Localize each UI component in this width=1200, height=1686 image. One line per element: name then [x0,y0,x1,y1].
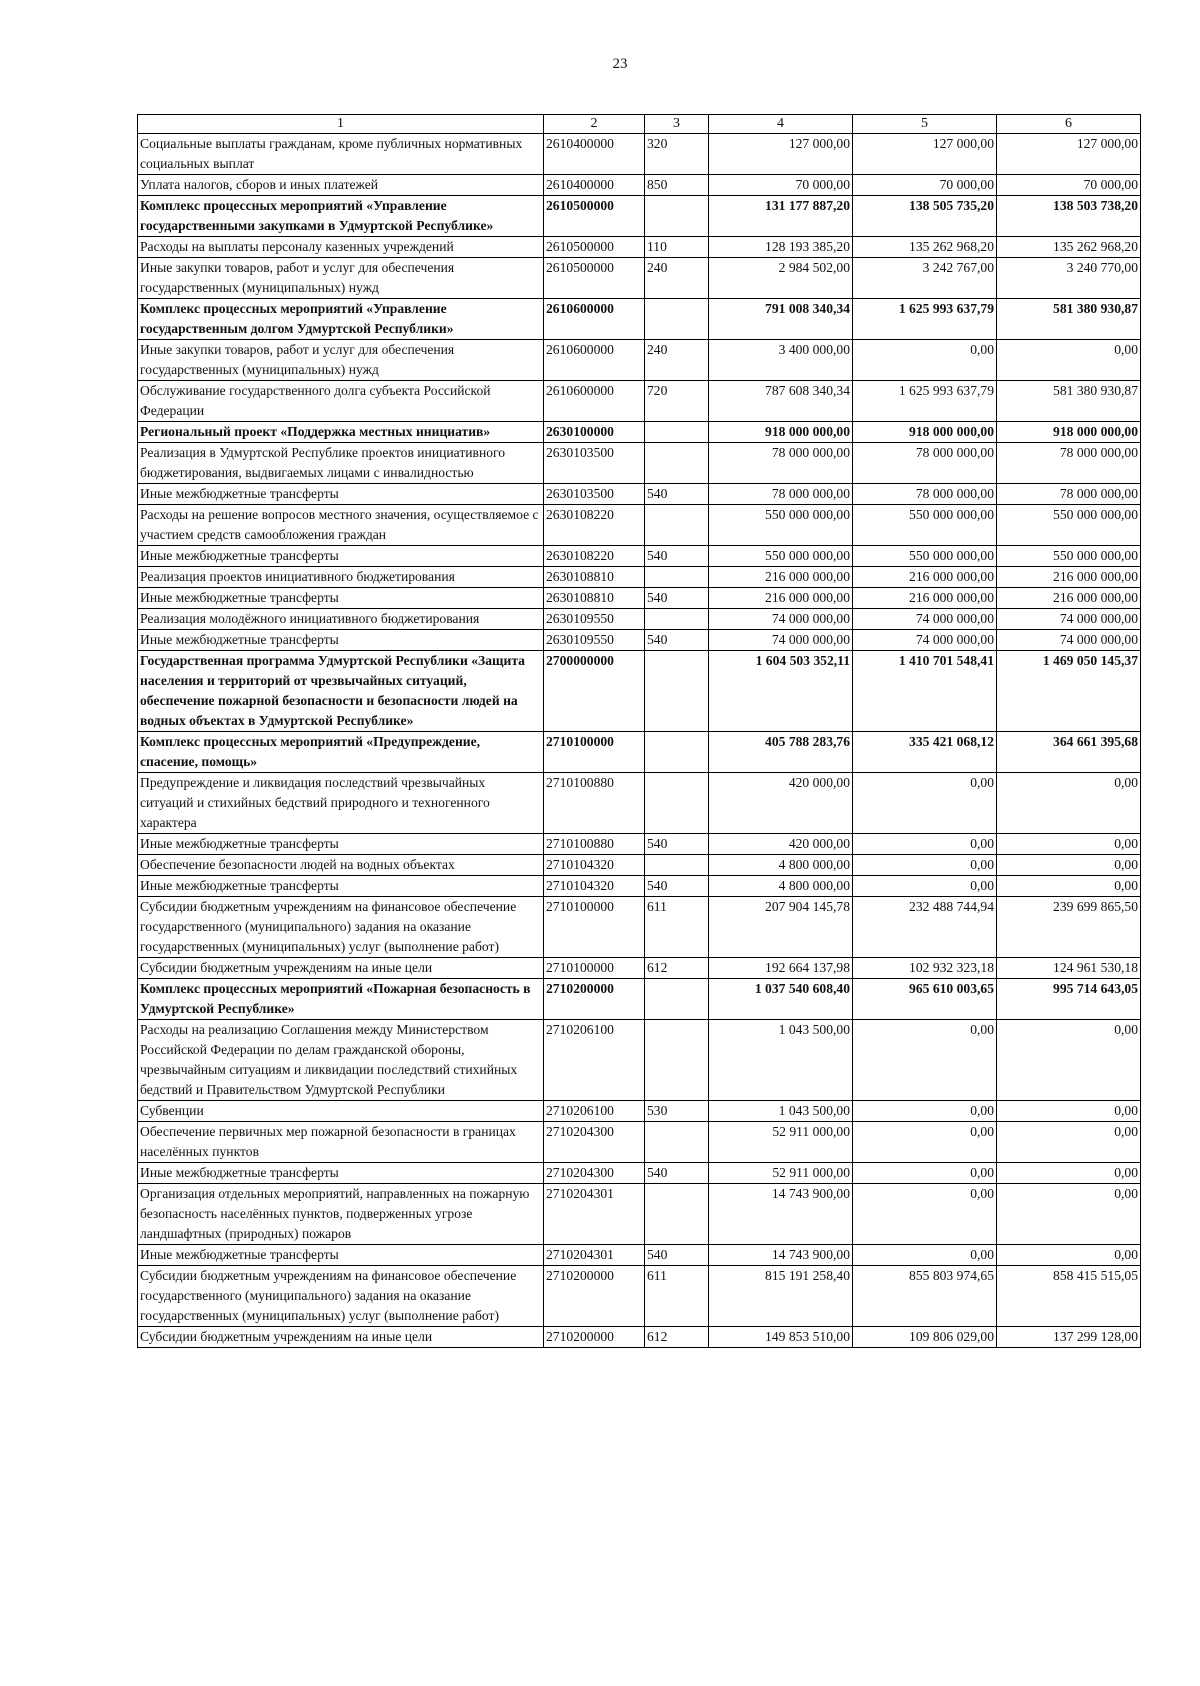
table-row [138,876,1141,897]
row-vr-cell: 611 [645,897,709,958]
row-value-cell: 74 000 000,00 [997,630,1141,651]
row-vr-cell: 320 [645,134,709,175]
table-row [138,588,1141,609]
table-row [138,979,1141,1020]
row-vr-cell [645,196,709,237]
row-value-cell: 14 743 900,00 [709,1184,853,1245]
row-value-cell: 78 000 000,00 [997,484,1141,505]
row-value-cell: 0,00 [997,1101,1141,1122]
row-name-cell: Организация отдельных мероприятий, направленных на пожарную безопасность населённых пунктов, подверженных угрозе ландшафтных (природных) пожаров [138,1184,544,1245]
row-value-cell: 138 503 738,20 [997,196,1141,237]
row-code-cell: 2710100880 [544,773,645,834]
row-value-cell: 216 000 000,00 [997,588,1141,609]
row-value-cell: 0,00 [997,1163,1141,1184]
row-name-cell: Расходы на выплаты персоналу казенных учреждений [138,237,544,258]
row-value-cell: 232 488 744,94 [853,897,997,958]
row-code-cell: 2710204300 [544,1122,645,1163]
row-vr-cell [645,505,709,546]
row-value-cell: 216 000 000,00 [709,567,853,588]
row-vr-cell: 110 [645,237,709,258]
row-name-cell: Социальные выплаты гражданам, кроме публичных нормативных социальных выплат [138,134,544,175]
row-value-cell: 0,00 [853,773,997,834]
row-value-cell: 74 000 000,00 [709,609,853,630]
row-name-cell: Обслуживание государственного долга субъекта Российской Федерации [138,381,544,422]
row-vr-cell [645,773,709,834]
row-value-cell: 127 000,00 [853,134,997,175]
row-vr-cell [645,1020,709,1101]
table-row [138,1245,1141,1266]
row-name-cell: Комплекс процессных мероприятий «Предупреждение, спасение, помощь» [138,732,544,773]
row-value-cell: 2 984 502,00 [709,258,853,299]
table-body [138,134,1141,1348]
row-code-cell: 2610500000 [544,196,645,237]
row-value-cell: 918 000 000,00 [853,422,997,443]
row-vr-cell: 612 [645,1327,709,1348]
row-value-cell: 0,00 [853,1184,997,1245]
row-vr-cell: 240 [645,340,709,381]
row-value-cell: 581 380 930,87 [997,381,1141,422]
table-row [138,1122,1141,1163]
row-name-cell: Иные межбюджетные трансферты [138,630,544,651]
row-value-cell: 1 604 503 352,11 [709,651,853,732]
row-vr-cell [645,422,709,443]
row-value-cell: 918 000 000,00 [997,422,1141,443]
row-code-cell: 2710100000 [544,958,645,979]
table-row [138,773,1141,834]
table-row [138,630,1141,651]
row-code-cell: 2710206100 [544,1020,645,1101]
row-value-cell: 14 743 900,00 [709,1245,853,1266]
column-header: 4 [709,115,853,134]
row-name-cell: Иные закупки товаров, работ и услуг для обеспечения государственных (муниципальных) нужд [138,258,544,299]
row-name-cell: Иные межбюджетные трансферты [138,834,544,855]
row-value-cell: 4 800 000,00 [709,855,853,876]
row-value-cell: 550 000 000,00 [997,546,1141,567]
row-code-cell: 2610500000 [544,258,645,299]
table-row [138,1101,1141,1122]
table-row [138,834,1141,855]
row-value-cell: 127 000,00 [997,134,1141,175]
row-vr-cell [645,979,709,1020]
row-value-cell: 70 000,00 [709,175,853,196]
row-name-cell: Комплекс процессных мероприятий «Управление государственными закупками в Удмуртской Республике» [138,196,544,237]
row-vr-cell [645,609,709,630]
row-code-cell: 2610400000 [544,175,645,196]
row-value-cell: 0,00 [853,855,997,876]
row-value-cell: 787 608 340,34 [709,381,853,422]
row-value-cell: 138 505 735,20 [853,196,997,237]
row-vr-cell [645,299,709,340]
table-row [138,299,1141,340]
table-row [138,546,1141,567]
row-vr-cell: 540 [645,546,709,567]
row-value-cell: 78 000 000,00 [853,443,997,484]
row-value-cell: 0,00 [853,876,997,897]
table-row [138,1163,1141,1184]
table-row [138,855,1141,876]
row-vr-cell: 540 [645,630,709,651]
row-vr-cell: 850 [645,175,709,196]
table-row [138,422,1141,443]
row-value-cell: 1 043 500,00 [709,1020,853,1101]
column-header: 2 [544,115,645,134]
row-name-cell: Региональный проект «Поддержка местных инициатив» [138,422,544,443]
row-value-cell: 74 000 000,00 [853,609,997,630]
row-value-cell: 0,00 [853,834,997,855]
row-name-cell: Государственная программа Удмуртской Республики «Защита населения и территорий от чрезвычайных ситуаций, обеспечение пожарной безопасности и безопасности людей на водных объектах в Удмуртской Республике» [138,651,544,732]
row-value-cell: 550 000 000,00 [709,546,853,567]
row-code-cell: 2710100000 [544,732,645,773]
row-name-cell: Субсидии бюджетным учреждениям на иные цели [138,1327,544,1348]
row-value-cell: 1 410 701 548,41 [853,651,997,732]
row-value-cell: 216 000 000,00 [853,567,997,588]
row-vr-cell: 540 [645,834,709,855]
table-row [138,732,1141,773]
row-value-cell: 855 803 974,65 [853,1266,997,1327]
row-vr-cell: 540 [645,484,709,505]
row-name-cell: Предупреждение и ликвидация последствий чрезвычайных ситуаций и стихийных бедствий природного и техногенного характера [138,773,544,834]
table-row [138,196,1141,237]
row-code-cell: 2710206100 [544,1101,645,1122]
row-value-cell: 364 661 395,68 [997,732,1141,773]
row-vr-cell [645,1122,709,1163]
row-value-cell: 0,00 [853,1101,997,1122]
row-value-cell: 135 262 968,20 [853,237,997,258]
row-value-cell: 0,00 [997,1184,1141,1245]
row-value-cell: 0,00 [997,1020,1141,1101]
table-row [138,484,1141,505]
row-code-cell: 2710204300 [544,1163,645,1184]
row-name-cell: Иные закупки товаров, работ и услуг для обеспечения государственных (муниципальных) нужд [138,340,544,381]
row-value-cell: 216 000 000,00 [853,588,997,609]
row-code-cell: 2710104320 [544,855,645,876]
row-code-cell: 2700000000 [544,651,645,732]
row-vr-cell: 612 [645,958,709,979]
row-code-cell: 2710100000 [544,897,645,958]
row-value-cell: 216 000 000,00 [997,567,1141,588]
row-vr-cell [645,443,709,484]
row-vr-cell: 240 [645,258,709,299]
table-row [138,567,1141,588]
row-name-cell: Субсидии бюджетным учреждениям на иные цели [138,958,544,979]
row-vr-cell [645,651,709,732]
row-vr-cell: 611 [645,1266,709,1327]
row-vr-cell [645,732,709,773]
page-number: 23 [612,56,628,72]
row-name-cell: Уплата налогов, сборов и иных платежей [138,175,544,196]
row-value-cell: 550 000 000,00 [853,546,997,567]
row-value-cell: 550 000 000,00 [997,505,1141,546]
table-row [138,175,1141,196]
row-value-cell: 102 932 323,18 [853,958,997,979]
row-vr-cell [645,855,709,876]
row-name-cell: Реализация проектов инициативного бюджетирования [138,567,544,588]
row-value-cell: 78 000 000,00 [709,484,853,505]
row-value-cell: 207 904 145,78 [709,897,853,958]
column-header: 3 [645,115,709,134]
row-value-cell: 52 911 000,00 [709,1122,853,1163]
row-code-cell: 2630103500 [544,484,645,505]
row-code-cell: 2610600000 [544,299,645,340]
row-name-cell: Реализация молодёжного инициативного бюджетирования [138,609,544,630]
row-value-cell: 858 415 515,05 [997,1266,1141,1327]
row-value-cell: 74 000 000,00 [997,609,1141,630]
row-value-cell: 70 000,00 [853,175,997,196]
row-value-cell: 109 806 029,00 [853,1327,997,1348]
row-value-cell: 0,00 [997,340,1141,381]
row-value-cell: 0,00 [997,1245,1141,1266]
row-value-cell: 0,00 [853,1122,997,1163]
row-code-cell: 2630109550 [544,630,645,651]
row-code-cell: 2610600000 [544,381,645,422]
row-code-cell: 2610500000 [544,237,645,258]
row-code-cell: 2710204301 [544,1245,645,1266]
budget-table [137,114,1141,1348]
row-value-cell: 52 911 000,00 [709,1163,853,1184]
row-code-cell: 2710200000 [544,979,645,1020]
row-name-cell: Комплекс процессных мероприятий «Пожарная безопасность в Удмуртской Республике» [138,979,544,1020]
row-value-cell: 4 800 000,00 [709,876,853,897]
row-value-cell: 0,00 [997,1122,1141,1163]
row-value-cell: 0,00 [853,340,997,381]
row-value-cell: 78 000 000,00 [709,443,853,484]
row-value-cell: 70 000,00 [997,175,1141,196]
row-name-cell: Иные межбюджетные трансферты [138,1245,544,1266]
row-value-cell: 3 240 770,00 [997,258,1141,299]
row-value-cell: 995 714 643,05 [997,979,1141,1020]
row-value-cell: 1 043 500,00 [709,1101,853,1122]
table-row [138,134,1141,175]
row-value-cell: 405 788 283,76 [709,732,853,773]
row-name-cell: Иные межбюджетные трансферты [138,588,544,609]
table-row [138,1327,1141,1348]
column-header: 5 [853,115,997,134]
row-value-cell: 1 037 540 608,40 [709,979,853,1020]
row-value-cell: 0,00 [853,1163,997,1184]
row-name-cell: Иные межбюджетные трансферты [138,484,544,505]
row-code-cell: 2630108810 [544,588,645,609]
table-row [138,651,1141,732]
table-row [138,609,1141,630]
row-value-cell: 127 000,00 [709,134,853,175]
row-value-cell: 335 421 068,12 [853,732,997,773]
row-name-cell: Иные межбюджетные трансферты [138,546,544,567]
row-name-cell: Иные межбюджетные трансферты [138,1163,544,1184]
row-name-cell: Обеспечение первичных мер пожарной безопасности в границах населённых пунктов [138,1122,544,1163]
row-value-cell: 1 469 050 145,37 [997,651,1141,732]
table-row [138,958,1141,979]
row-value-cell: 3 400 000,00 [709,340,853,381]
row-value-cell: 74 000 000,00 [709,630,853,651]
row-value-cell: 791 008 340,34 [709,299,853,340]
row-value-cell: 137 299 128,00 [997,1327,1141,1348]
row-value-cell: 0,00 [853,1245,997,1266]
row-value-cell: 74 000 000,00 [853,630,997,651]
row-value-cell: 124 961 530,18 [997,958,1141,979]
row-value-cell: 128 193 385,20 [709,237,853,258]
row-vr-cell: 530 [645,1101,709,1122]
row-value-cell: 131 177 887,20 [709,196,853,237]
row-code-cell: 2710104320 [544,876,645,897]
table-row [138,340,1141,381]
row-value-cell: 550 000 000,00 [709,505,853,546]
row-name-cell: Субсидии бюджетным учреждениям на финансовое обеспечение государственного (муниципального) задания на оказание государственных (муниципальных) услуг (выполнение работ) [138,1266,544,1327]
table-row [138,381,1141,422]
table-row [138,897,1141,958]
row-code-cell: 2630109550 [544,609,645,630]
row-value-cell: 0,00 [853,1020,997,1101]
table-row [138,258,1141,299]
row-vr-cell: 540 [645,588,709,609]
row-value-cell: 78 000 000,00 [997,443,1141,484]
row-name-cell: Комплекс процессных мероприятий «Управление государственным долгом Удмуртской Республики» [138,299,544,340]
row-value-cell: 918 000 000,00 [709,422,853,443]
table-row [138,505,1141,546]
column-header: 6 [997,115,1141,134]
row-name-cell: Иные межбюджетные трансферты [138,876,544,897]
row-code-cell: 2630108810 [544,567,645,588]
row-code-cell: 2710100880 [544,834,645,855]
row-value-cell: 0,00 [997,773,1141,834]
row-value-cell: 3 242 767,00 [853,258,997,299]
row-name-cell: Расходы на реализацию Соглашения между Министерством Российской Федерации по делам гражданской обороны, чрезвычайным ситуациям и ликвидации последствий стихийных бедствий и Правительством Удмуртской Республики [138,1020,544,1101]
row-code-cell: 2610400000 [544,134,645,175]
row-value-cell: 550 000 000,00 [853,505,997,546]
row-code-cell: 2710200000 [544,1266,645,1327]
row-vr-cell: 540 [645,876,709,897]
row-value-cell: 0,00 [997,876,1141,897]
row-code-cell: 2710204301 [544,1184,645,1245]
row-code-cell: 2630103500 [544,443,645,484]
column-header: 1 [138,115,544,134]
row-value-cell: 239 699 865,50 [997,897,1141,958]
row-code-cell: 2710200000 [544,1327,645,1348]
row-vr-cell [645,567,709,588]
row-value-cell: 216 000 000,00 [709,588,853,609]
table-header-row [138,115,1141,134]
row-vr-cell: 540 [645,1163,709,1184]
row-value-cell: 149 853 510,00 [709,1327,853,1348]
row-code-cell: 2630108220 [544,505,645,546]
row-name-cell: Субсидии бюджетным учреждениям на финансовое обеспечение государственного (муниципального) задания на оказание государственных (муниципальных) услуг (выполнение работ) [138,897,544,958]
row-value-cell: 192 664 137,98 [709,958,853,979]
row-value-cell: 965 610 003,65 [853,979,997,1020]
row-code-cell: 2630108220 [544,546,645,567]
table-row [138,1266,1141,1327]
row-value-cell: 0,00 [997,855,1141,876]
row-value-cell: 815 191 258,40 [709,1266,853,1327]
row-name-cell: Реализация в Удмуртской Республике проектов инициативного бюджетирования, выдвигаемых лицами с инвалидностью [138,443,544,484]
row-code-cell: 2610600000 [544,340,645,381]
row-vr-cell: 720 [645,381,709,422]
row-vr-cell [645,1184,709,1245]
row-name-cell: Субвенции [138,1101,544,1122]
row-value-cell: 0,00 [997,834,1141,855]
table-row [138,237,1141,258]
row-value-cell: 420 000,00 [709,773,853,834]
table-row [138,1020,1141,1101]
row-vr-cell: 540 [645,1245,709,1266]
table-row [138,443,1141,484]
row-name-cell: Обеспечение безопасности людей на водных объектах [138,855,544,876]
row-value-cell: 581 380 930,87 [997,299,1141,340]
row-value-cell: 1 625 993 637,79 [853,381,997,422]
row-code-cell: 2630100000 [544,422,645,443]
row-value-cell: 135 262 968,20 [997,237,1141,258]
table-row [138,1184,1141,1245]
row-value-cell: 420 000,00 [709,834,853,855]
row-value-cell: 78 000 000,00 [853,484,997,505]
row-value-cell: 1 625 993 637,79 [853,299,997,340]
row-name-cell: Расходы на решение вопросов местного значения, осуществляемое с участием средств самообложения граждан [138,505,544,546]
